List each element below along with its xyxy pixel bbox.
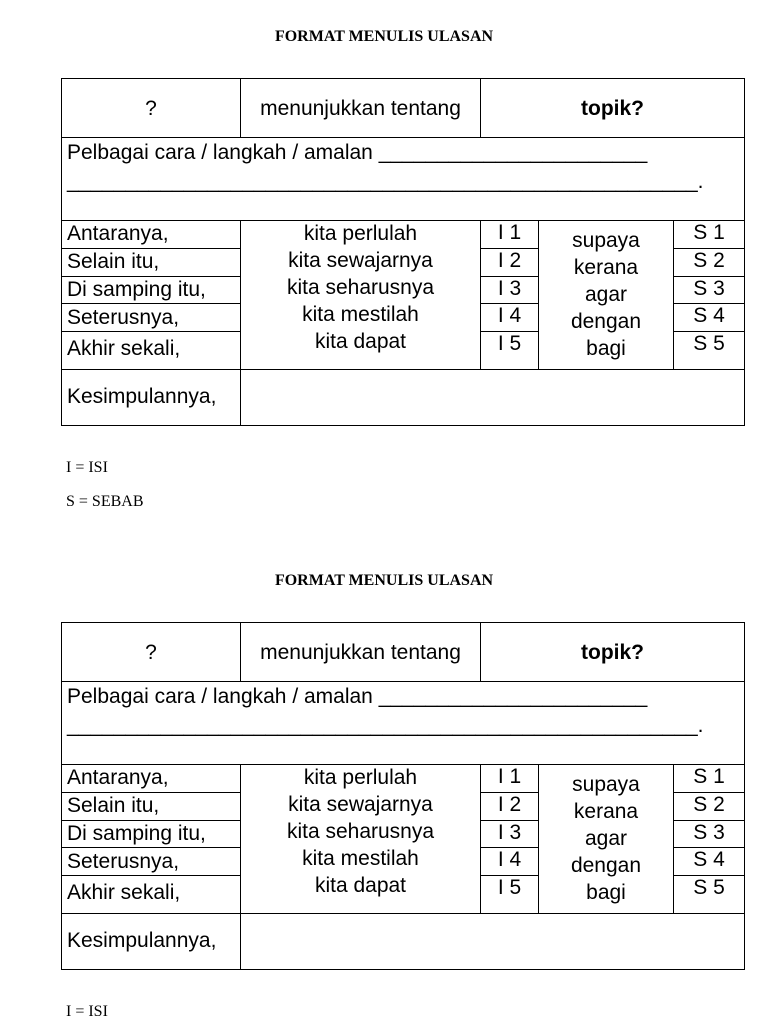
legend-isi: I = ISI	[66, 459, 108, 476]
isi-code: I 5	[497, 332, 522, 355]
sebab-code: S 5	[693, 876, 725, 899]
row-divider	[62, 681, 744, 682]
sebab-code: S 1	[693, 765, 725, 788]
conclusion-label: Kesimpulannya,	[67, 929, 217, 952]
isi-code: I 4	[497, 848, 522, 871]
sebab-code: S 3	[693, 277, 725, 300]
row-divider	[62, 369, 744, 370]
reason-word: bagi	[586, 337, 626, 360]
menunjukkan-tentang-cell: menunjukkan tentang	[260, 97, 461, 120]
connector-antaranya: Antaranya,	[67, 766, 169, 789]
reason-word: agar	[584, 283, 628, 306]
section-title: FORMAT MENULIS ULASAN	[274, 28, 494, 45]
row-divider	[62, 248, 240, 249]
modal-phrase: kita mestilah	[302, 847, 419, 870]
sebab-code: S 4	[693, 848, 725, 871]
connector-seterusnya: Seterusnya,	[67, 306, 180, 329]
row-divider	[62, 303, 240, 304]
reason-word: kerana	[573, 800, 639, 823]
isi-code: I 1	[497, 765, 522, 788]
reason-word: agar	[584, 827, 628, 850]
sebab-code: S 3	[693, 821, 725, 844]
connector-seterusnya: Seterusnya,	[67, 850, 180, 873]
reason-word: dengan	[570, 854, 642, 877]
row-divider	[62, 847, 240, 848]
isi-code: I 4	[497, 304, 522, 327]
sebab-code: S 4	[693, 304, 725, 327]
modal-phrase: kita seharusnya	[286, 820, 435, 843]
row-divider	[62, 913, 744, 914]
modal-phrase: kita dapat	[314, 330, 407, 353]
modal-phrase: kita mestilah	[302, 303, 419, 326]
connector-selain-itu: Selain itu,	[67, 250, 160, 273]
intro-line-2: ______________________________________________________.	[67, 714, 704, 737]
reason-word: dengan	[570, 310, 642, 333]
sebab-code: S 2	[693, 793, 725, 816]
isi-code: I 5	[497, 876, 522, 899]
isi-code: I 2	[497, 793, 522, 816]
modal-phrase: kita sewajarnya	[288, 249, 433, 272]
connector-akhir-sekali: Akhir sekali,	[67, 337, 181, 360]
row-divider	[62, 875, 240, 876]
intro-line-1: Pelbagai cara / langkah / amalan _______________________	[67, 141, 648, 164]
ulasan-table	[61, 78, 745, 426]
reason-word: supaya	[572, 229, 640, 252]
intro-line-1: Pelbagai cara / langkah / amalan _______________________	[67, 685, 648, 708]
connector-antaranya: Antaranya,	[67, 222, 169, 245]
isi-code: I 3	[497, 277, 522, 300]
legend-sebab: S = SEBAB	[66, 493, 144, 510]
intro-line-2: ______________________________________________________.	[67, 170, 704, 193]
reason-word: supaya	[572, 773, 640, 796]
modal-phrase: kita dapat	[314, 874, 407, 897]
isi-code: I 2	[497, 249, 522, 272]
conclusion-label: Kesimpulannya,	[67, 385, 217, 408]
row-divider	[62, 820, 240, 821]
sebab-code: S 2	[693, 249, 725, 272]
connector-akhir-sekali: Akhir sekali,	[67, 881, 181, 904]
section-title: FORMAT MENULIS ULASAN	[274, 572, 494, 589]
row-divider	[62, 792, 240, 793]
isi-code: I 1	[497, 221, 522, 244]
row-divider	[62, 764, 744, 765]
modal-phrase: kita sewajarnya	[288, 793, 433, 816]
connector-di-samping-itu: Di samping itu,	[67, 278, 206, 301]
sebab-code: S 5	[693, 332, 725, 355]
menunjukkan-tentang-cell: menunjukkan tentang	[260, 641, 461, 664]
sebab-code: S 1	[693, 221, 725, 244]
format-section-2	[0, 544, 768, 1024]
ulasan-table	[61, 622, 745, 970]
row-divider	[62, 276, 240, 277]
legend-isi: I = ISI	[66, 1003, 108, 1020]
connector-di-samping-itu: Di samping itu,	[67, 822, 206, 845]
modal-phrase: kita perlulah	[303, 766, 418, 789]
topic-cell: topik?	[581, 641, 644, 664]
reason-word: bagi	[586, 881, 626, 904]
question-mark-cell: ?	[145, 97, 157, 120]
row-divider	[62, 331, 240, 332]
topic-cell: topik?	[581, 97, 644, 120]
row-divider	[62, 220, 744, 221]
reason-word: kerana	[573, 256, 639, 279]
modal-phrase: kita seharusnya	[286, 276, 435, 299]
connector-selain-itu: Selain itu,	[67, 794, 160, 817]
row-divider	[62, 137, 744, 138]
modal-phrase: kita perlulah	[303, 222, 418, 245]
isi-code: I 3	[497, 821, 522, 844]
question-mark-cell: ?	[145, 641, 157, 664]
